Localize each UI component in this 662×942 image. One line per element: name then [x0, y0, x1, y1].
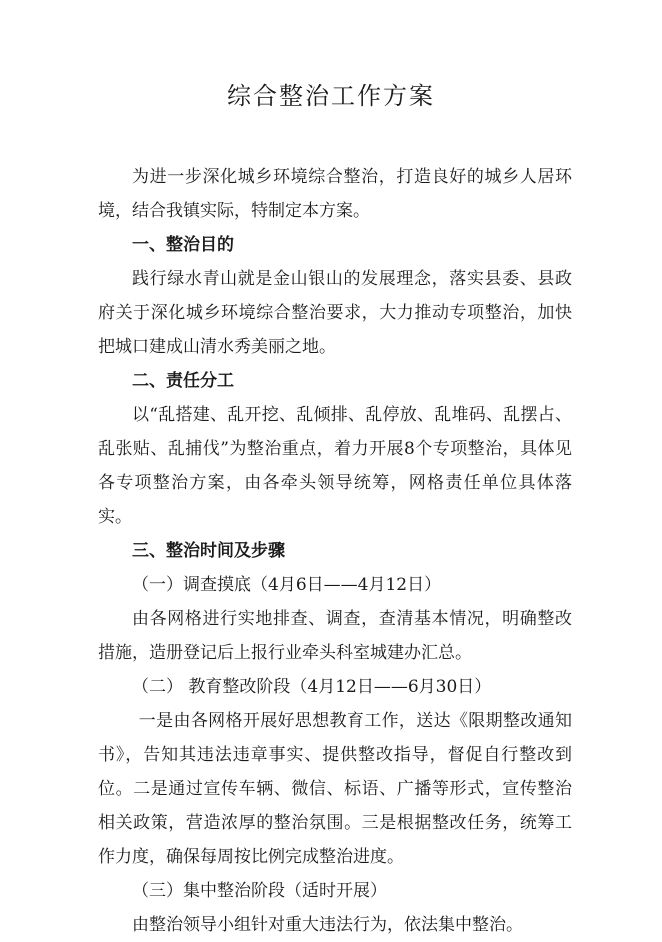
section-heading-purpose: 一、整治目的 [132, 235, 234, 255]
document-title: 综合整治工作方案 [227, 82, 435, 110]
step-title-concentrated: （三）集中整治阶段（适时开展） [132, 881, 387, 901]
section-text-responsibility: 以“乱搭建、乱开挖、乱倾排、乱停放、乱堆码、乱摆占、乱张贴、乱捕伐”为整治重点，着力开展8个专项整治，具体见各专项整治方案，由各牵头领导统筹，网格责任单位具体落实。 [98, 405, 572, 527]
step-text-education: 一是由各网格开展好思想教育工作，送达《限期整改通知书》，告知其违法违章事实、提供整改指导，督促自行整改到位。二是通过宣传车辆、微信、标语、广播等形式，宣传整治相关政策，营造浓厚的整治氛围。三是根据整改任务，统筹工作力度，确保每周按比例完成整治进度。 [98, 711, 572, 867]
step-title-education: （二） 教育整改阶段（4月12日——6月30日） [132, 677, 492, 697]
section-text-purpose: 践行绿水青山就是金山银山的发展理念，落实县委、县政府关于深化城乡环境综合整治要求，大力推动专项整治，加快把城口建成山清水秀美丽之地。 [98, 269, 572, 357]
step-title-survey: （一）调查摸底（4月6日——4月12日） [132, 575, 442, 595]
section-heading-responsibility: 二、责任分工 [132, 371, 234, 391]
step-text-survey: 由各网格进行实地排查、调查，查清基本情况，明确整改措施，造册登记后上报行业牵头科室城建办汇总。 [98, 609, 572, 663]
document-body [98, 160, 572, 942]
section-heading-schedule: 三、整治时间及步骤 [132, 541, 285, 561]
step-text-concentrated: 由整治领导小组针对重大违法行为，依法集中整治。 [132, 915, 523, 935]
intro-paragraph: 为进一步深化城乡环境综合整治，打造良好的城乡人居环境，结合我镇实际，特制定本方案。 [98, 167, 572, 221]
